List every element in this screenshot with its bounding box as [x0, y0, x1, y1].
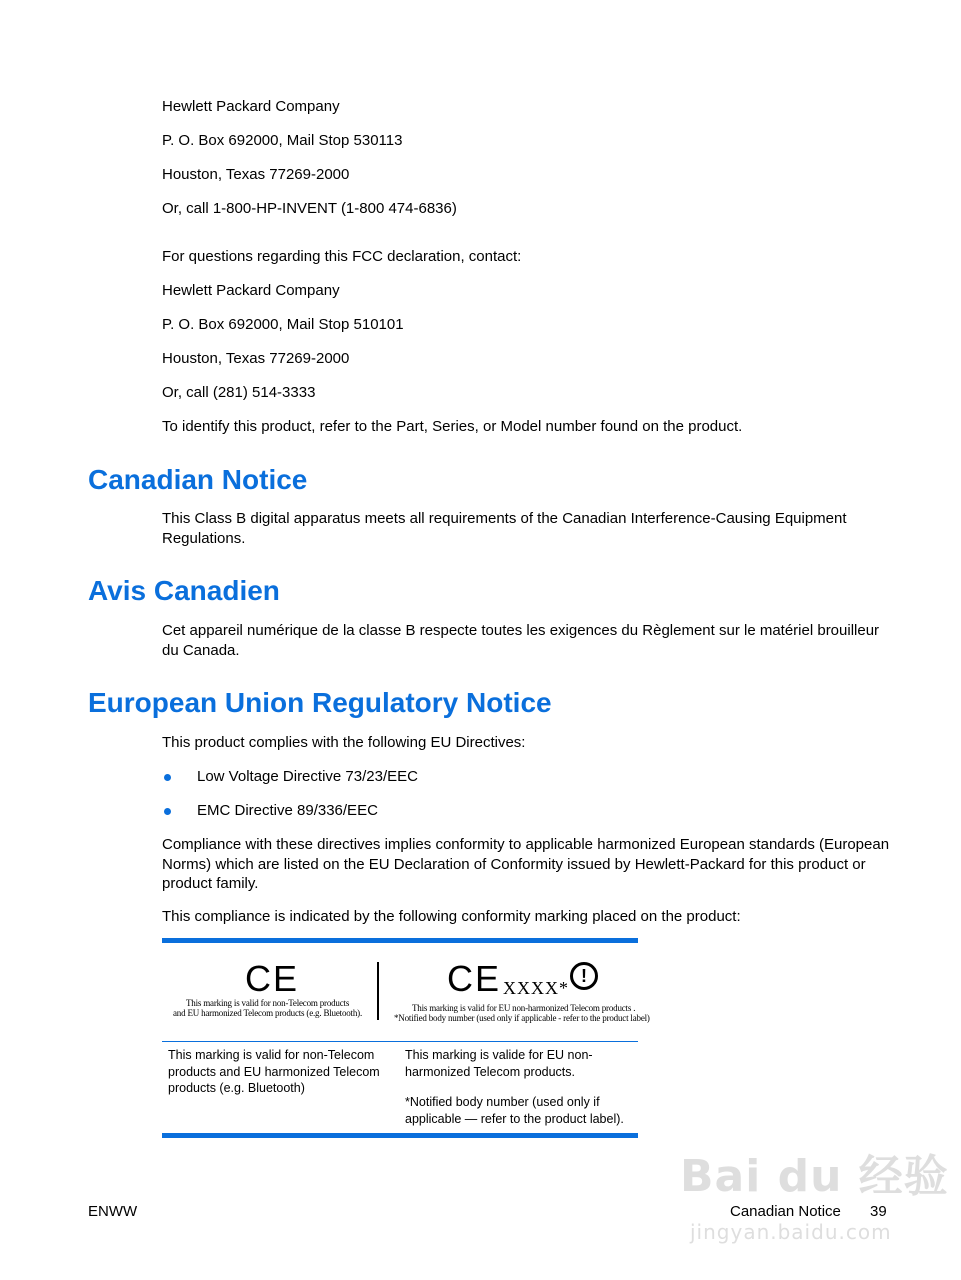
footer-left: ENWW [88, 1203, 138, 1220]
table-cell-left: This marking is valid for non-Telecom products and EU harmonized Telecom products (e.g. Bluetooth) [168, 1048, 380, 1095]
eu-lead: This product complies with the following EU Directives: [162, 734, 526, 751]
intro-company: Hewlett Packard Company [162, 98, 340, 115]
left-mark-caption-2: and EU harmonized Telecom products (e.g. Bluetooth). [173, 1008, 362, 1018]
ce-mark-right: CE [447, 958, 502, 999]
fcc-company: Hewlett Packard Company [162, 282, 340, 299]
left-mark-caption-1: This marking is valid for non-Telecom products [186, 998, 350, 1008]
footer-section: Canadian Notice [730, 1203, 841, 1220]
eu-compliance: Compliance with these directives implies conformity to applicable harmonized European standards (European Norms) which are listed on the EU Declaration of Conformity issued by Hewlett-Packard for this product or product family. [162, 836, 890, 892]
alert-circle-icon: ! [570, 962, 598, 990]
baidu-watermark-url: jingyan.baidu.com [690, 1220, 892, 1244]
fcc-phone: Or, call (281) 514-3333 [162, 384, 316, 401]
fcc-contact-lead: For questions regarding this FCC declaration, contact: [162, 248, 522, 265]
intro-city: Houston, Texas 77269-2000 [162, 166, 350, 183]
intro-po-box: P. O. Box 692000, Mail Stop 530113 [162, 132, 403, 149]
canadian-body: This Class B digital apparatus meets all requirements of the Canadian Interference-Causing Equipment Regulations. [162, 510, 847, 547]
fcc-po-box: P. O. Box 692000, Mail Stop 510101 [162, 316, 404, 333]
eu-marking-lead: This compliance is indicated by the following conformity marking placed on the product: [162, 908, 741, 925]
heading-eu-notice: European Union Regulatory Notice [88, 687, 552, 718]
bullet-icon [164, 808, 171, 815]
mark-divider [377, 962, 379, 1020]
avis-body: Cet appareil numérique de la classe B respecte toutes les exigences du Règlement sur le matériel brouilleur du Canada. [162, 622, 880, 659]
identify-product: To identify this product, refer to the Part, Series, or Model number found on the product. [162, 418, 743, 435]
right-mark-caption-1: This marking is valid for EU non-harmonized Telecom products . [412, 1003, 636, 1013]
table-bottom-rule [162, 1133, 638, 1138]
heading-avis-canadien: Avis Canadien [88, 575, 280, 606]
table-cell-right-1: This marking is valide for EU non-harmonized Telecom products. [405, 1048, 593, 1079]
heading-canadian-notice: Canadian Notice [88, 464, 308, 495]
bullet-emc: EMC Directive 89/336/EEC [197, 802, 378, 819]
fcc-city: Houston, Texas 77269-2000 [162, 350, 350, 367]
ce-mark-left: CE [245, 958, 300, 999]
notified-body-xxxx: XXXX* [503, 978, 569, 998]
table-top-rule [162, 938, 638, 943]
table-cell-right-2: *Notified body number (used only if applicable — refer to the product label). [405, 1095, 624, 1126]
baidu-watermark-logo: Bai du 经验 [680, 1151, 949, 1202]
right-mark-caption-2: *Notified body number (used only if applicable - refer to the product label) [394, 1013, 650, 1023]
footer-page-number: 39 [870, 1203, 887, 1220]
table-mid-rule [162, 1041, 638, 1042]
bullet-icon [164, 774, 171, 781]
bullet-low-voltage: Low Voltage Directive 73/23/EEC [197, 768, 418, 785]
intro-phone: Or, call 1-800-HP-INVENT (1-800 474-6836) [162, 200, 457, 217]
